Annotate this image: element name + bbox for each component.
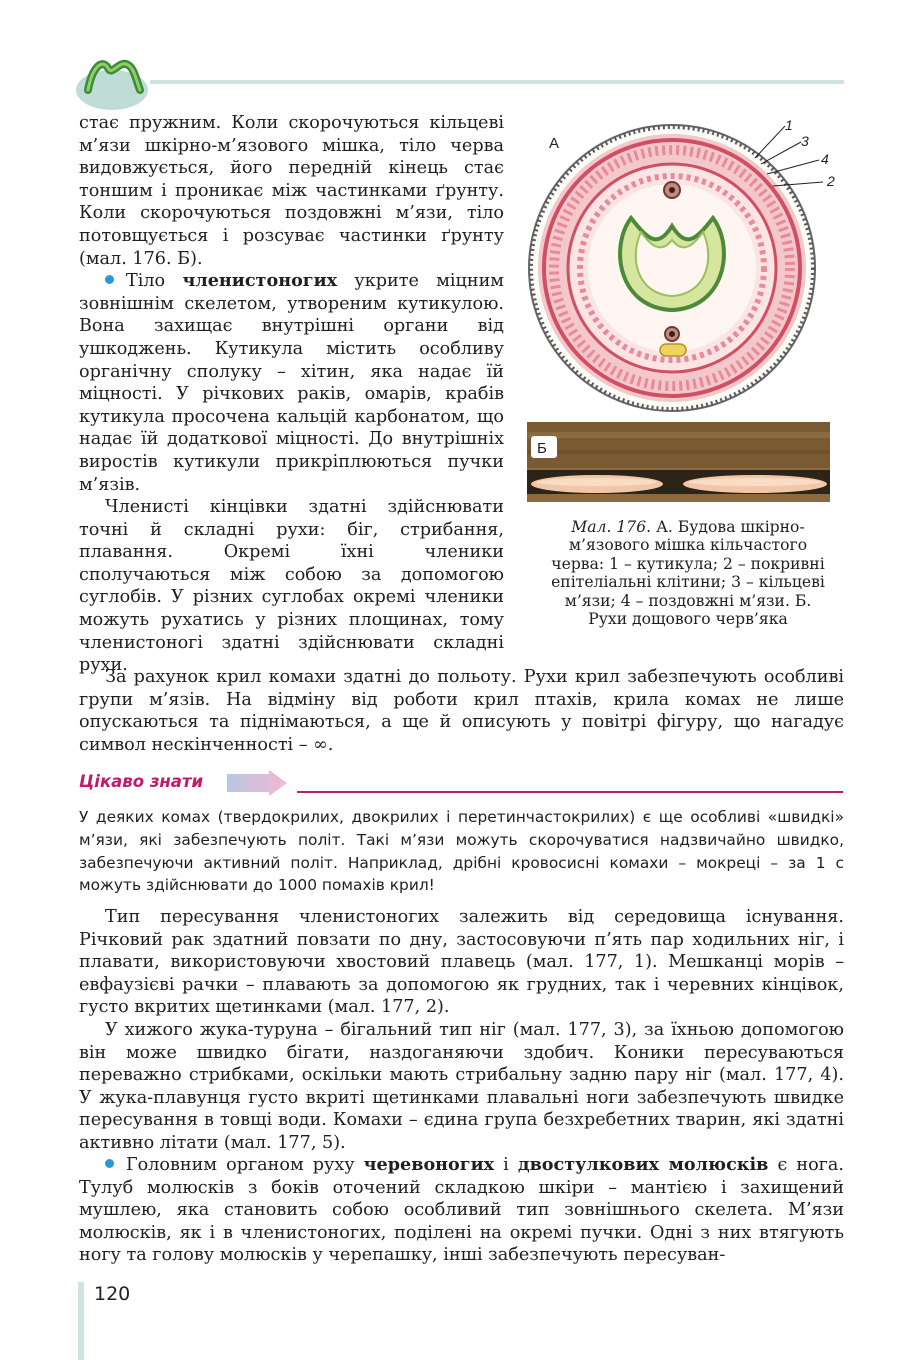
fact-box-header [79,770,844,798]
figure-176b-earthworm [527,422,830,502]
term-arthropods: членистоногих [182,270,338,292]
term-bivalves: двостулкових молюсків [517,1154,769,1175]
paragraph-arthropod-cuticle: Тіло членистоногих укрите міцним зовнішнім скелетом, утвореним кутикулою. Вона захищає внутрішні органи від ушкоджень. Кутикула містить особливу органічну сполуку – хітин, яка надає їй міцності. У річкових раків, омарів, крабів кутикула просочена кальцій карбонатом, що надає їй додаткової міцності. До внутрішніх виростів кутикули прикріплюються пучки м’язів. [79,270,504,495]
arrow-right-icon [225,770,289,796]
page-number: 120 [94,1283,131,1305]
bullet-icon [105,1159,114,1168]
fact-box-title: Цікаво знати [79,772,204,791]
term-gastropods: черевоногих [363,1154,495,1175]
figure-label-a: А [549,135,560,152]
paragraph-jointed-limbs: Членисті кінцівки здатні здійснювати точні й складні рухи: біг, стрибання, плавання. Окремі їхні членики сполучаються між собою за допомогою суглобів. У різних суглобах окремі членики можуть рухатись у різних площинах, тому членистоногі здатні здійснювати складні рухи. [79,497,504,676]
paragraph-mollusc-foot: Головним органом руху черевоногих і двостулкових молюсків є нога. Тулуб молюсків з боків оточений складкою шкіри – мантією і захищений мушлею, яка становить собою особливий тип зовнішнього скелета. М’язи молюсків, як і в членистоногих, поділені на окремі пучки. Одні з них втягують ногу та голову молюсків у черепашку, інші забезпечують пересуван- [79,1154,844,1266]
chapter-logo-icon [74,50,150,112]
caption-text: . А. Будова шкірно-м’язового мішка кільчастого черва: 1 – кутикула; 2 – покривні епітеліальні клітини; 3 – кільцеві м’язи; 4 – поздовжні м’язи. Б. Рухи дощового черв’яка [551,518,825,629]
figure-label-b: Б [537,440,547,457]
callout-2: 2 [827,173,835,189]
figure-176a-cross-section [527,118,847,418]
footer-rule [78,1282,84,1360]
figure-caption [546,518,830,628]
paragraph-insect-legs: У хижого жука-туруна – бігальний тип ніг (мал. 177, 3), за їхньою допомогою він може швидко бігати, наздоганяючи здобич. Коники пересуваються переважно стрибками, оскільки мають стрибальну задню пару ніг (мал. 177, 4). У жука-плавунця густо вкриті щетинками плавальні ноги забезпечують швидке пересування в товщі води. Комахи – єдина група безхребетних тварин, які здатні активно літати (мал. 177, 5). [79,1020,844,1153]
paragraph-wings: За рахунок крил комахи здатні до польоту. Рухи крил забезпечують особливі групи м’язів. На відміну від роботи крил птахів, крила комах не лише опускаються та піднімаються, а ще й описують у повітрі фігуру, що нагадує символ нескінченності – ∞. [79,667,844,755]
fact-box-text: У деяких комах (твердокрилих, двокрилих і перетинчастокрилих) є ще особливі «швидкі» м’язи, які забезпечують політ. Такі м’язи можуть скорочуватися надзвичайно швидко, забезпечуючи активний політ. Наприклад, дрібні кровосисні комахи – мокреці – за 1 с можуть здійснювати до 1000 помахів крил! [79,808,844,895]
callout-4: 4 [821,151,829,167]
header-rule [150,80,844,84]
paragraph-worm-muscles: стає пружним. Коли скорочуються кільцеві м’язи шкірно-м’язового мішка, тіло черва видовжується, його передній кінець стає тоншим і проникає між частинками ґрунту. Коли скорочуються поздовжні м’язи, тіло потовщується і розсуває частинки ґрунту (мал. 176. Б). [79,113,504,269]
left-column [79,112,504,677]
callout-3: 3 [801,133,809,149]
caption-figure-number: Мал. 176 [571,518,647,536]
paragraph-arthropod-locomotion: Тип пересування членистоногих залежить від середовища існування. Річковий рак здатний повзати по дну, застосовуючи п’ять пар ходильних ніг, і плавати, використовуючи хвостовий плавець (мал. 177, 1). Мешканці морів – евфаузієві рачки – плавають за допомогою як грудних, так і черевних кінцівок, густо вкритих щетинками (мал. 177, 2). [79,907,844,1018]
fact-box-rule [297,791,843,793]
bullet-icon [105,275,114,284]
callout-1: 1 [785,118,793,133]
